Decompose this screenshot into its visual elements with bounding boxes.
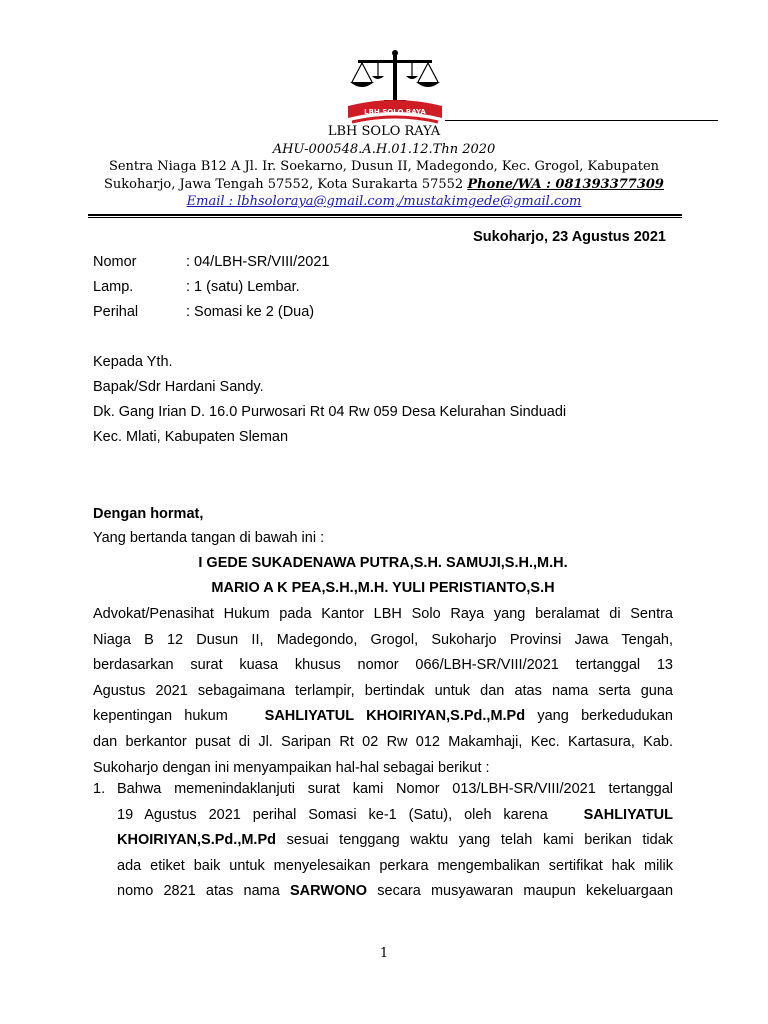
list-text: sesuai tenggang waktu yang telah kami berikan tidak [286,832,674,849]
client-name: SAHLIYATUL [583,806,673,823]
list-text: nomo 2821 atas nama [117,883,280,900]
list-line: ada etiket baik untuk menyelesaikan perkara mengembalikan sertifikat hak milik [117,857,673,874]
perihal-label: Perihal [93,304,139,320]
address-line-2 [0,177,768,192]
header-divider-thin [88,217,682,218]
list-text: 19 Agustus 2021 perihal Somasi ke-1 (Satu), oleh karena [117,806,548,823]
perihal-value: : Somasi ke 2 (Dua) [186,304,315,320]
list-line [117,879,673,905]
recipient-line-3: Dk. Gang Irian D. 16.0 Purwosari Rt 04 Rw 059 Desa Kelurahan Sinduadi [93,404,567,420]
body-line [93,704,673,730]
body-text: yang berkedudukan [537,708,673,725]
list-line [117,828,673,854]
logo-banner-text: LBH SOLO RAYA [364,108,426,116]
recipient-line-1: Kepada Yth. [93,354,173,370]
list-line: Bahwa memenindaklanjuti surat kami Nomor 013/LBH-SR/VIII/2021 tertanggal [117,781,673,797]
owner-name: SARWONO [289,883,368,900]
list-item [117,777,673,905]
body-line: Niaga B 12 Dusun II, Madegondo, Grogol, Sukoharjo Provinsi Jawa Tengah, [93,631,673,648]
email-address[interactable]: Email : lbhsoloraya@gmail.com,/mustakimgede@gmail.com [186,194,582,209]
nomor-label: Nomor [93,254,137,270]
list-text: secara musyawaran maupun kekeluargaan [377,883,674,900]
ahu-number: AHU-000548.A.H.01.12.Thn 2020 [272,142,496,157]
body-text: kepentingan hukum [93,708,228,725]
lamp-label: Lamp. [93,279,134,295]
body-line: Agustus 2021 sebagaimana terlampir, bertindak untuk dan atas nama serta guna [93,682,673,699]
scales-of-justice-icon [340,50,450,130]
body-line: berdasarkan surat kuasa khusus nomor 066/LBH-SR/VIII/2021 tertanggal 13 [93,657,673,674]
address-line-1: Sentra Niaga B12 A Jl. Ir. Soekarno, Dusun II, Madegondo, Kec. Grogol, Kabupaten [108,159,660,174]
recipient-line-4: Kec. Mlati, Kabupaten Sleman [93,429,289,445]
list-line [117,803,673,829]
phone-number: Phone/WA : 081393377309 [467,177,664,192]
body-paragraph [93,602,673,781]
signers-line-2: MARIO A K PEA,S.H.,M.H. YULI PERISTIANTO,S.H [211,580,555,596]
address-line-2-text: Sukoharjo, Jawa Tengah 57552, Kota Surakarta 57552 [104,177,464,192]
header-divider-thick [88,214,682,216]
page-number: 1 [379,946,389,961]
org-name: LBH SOLO RAYA [327,124,441,139]
body-line: dan berkantor pusat di Jl. Saripan Rt 02 Rw 012 Makamhaji, Kec. Kartasura, Kab. [93,733,673,750]
list-number: 1. [93,781,106,797]
body-line: Advokat/Penasihat Hukum pada Kantor LBH Solo Raya yang beralamat di Sentra [93,606,673,622]
client-name: SAHLIYATUL KHOIRIYAN,S.Pd.,M.Pd [264,708,526,725]
organization-logo [340,50,450,130]
header-top-rule [445,120,718,121]
intro-line: Yang bertanda tangan di bawah ini : [93,530,325,546]
greeting: Dengan hormat, [93,506,204,522]
signers-line-1: I GEDE SUKADENAWA PUTRA,S.H. SAMUJI,S.H.,M.H. [198,555,568,571]
lamp-value: : 1 (satu) Lembar. [186,279,300,295]
recipient-line-2: Bapak/Sdr Hardani Sandy. [93,379,264,395]
nomor-value: : 04/LBH-SR/VIII/2021 [186,254,330,270]
client-name: KHOIRIYAN,S.Pd.,M.Pd [117,832,276,849]
letter-date: Sukoharjo, 23 Agustus 2021 [473,229,666,245]
body-line: Sukoharjo dengan ini menyampaikan hal-hal sebagai berikut : [93,759,490,776]
